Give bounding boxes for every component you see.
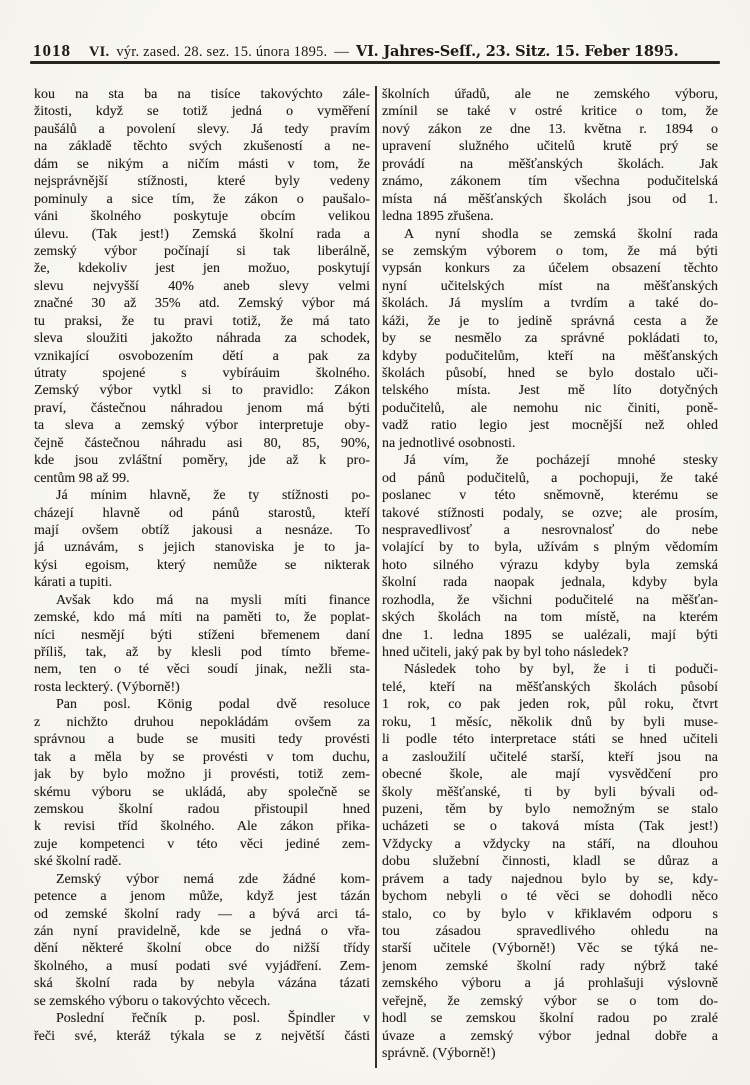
text-line: školách. Já myslím a tvrdím a také do- [382,296,718,312]
text-line: úvaze a zemský výbor jednal dobře a [382,1028,718,1044]
text-line: kdyby podučitelům, kteří na měšťanských [382,348,718,364]
text-line: rozhodla, že všichni podučitelé na měšťan- [382,592,718,608]
text-line: roku, 1 měsíc, několik dnů by byli muse- [382,714,718,730]
left-text-column [34,86,370,1068]
text-line: čejně částečnou náhradu asi 80, 85, 90%, [34,435,370,451]
column-gap [370,86,382,1068]
text-line: Zemský výbor vytkl si to pravidlo: Zákon [34,383,370,399]
text-line: praví, částečnou náhradou jenom má býti [34,400,370,416]
text-line: nespravedlivosť a nesrovnalosť do nebe [382,522,718,538]
text-line: kou na sta ba na tisíce takovýchto zále- [34,87,370,102]
text-line: od pánů podučitelů, a pochopuji, že také [382,470,718,486]
text-line: petence a jenom může, když jest tázán [34,889,370,905]
text-line: vypsán konkurs za účelem obsazení těchto [382,261,718,277]
text-line: úlevu. (Tak jest!) Zemská školní rada a [34,226,370,242]
text-line: podučitelů, ale nemohu nic činiti, poně- [382,400,718,416]
text-line: správnou a bude se musiti tedy provésti [34,732,370,748]
text-line: cházejí hlavně od pánů starostů, kteří [34,505,370,521]
text-line: provádí na měšťanských školách. Jak [382,156,718,172]
text-line: školy měšťanské, ti by byli bývali od- [382,784,718,800]
text-line: zemského výboru a já prohlašuji výslovně [382,976,718,992]
text-line: ucházeti se o taková místa (Tak jest!) [382,819,718,835]
text-line: místa ná měšťanských školách jsou od 1. [382,191,718,207]
text-line: řeči své, kteráž týkala se z největší části [34,1028,370,1044]
text-line: hned učiteli, jaký pak by byl toho následek? [382,645,629,660]
text-line: li podle této interpretace státi se hned učiteli [382,732,718,748]
text-line: starší učitele (Výborně!) Věc se týká ne- [382,941,718,957]
text-line: nyní učitelských míst na měšťanských [382,278,718,294]
text-line: ledna 1895 zřušena. [382,209,494,225]
paragraph [34,487,370,592]
text-line: ských školách na tom místě, na kterém [382,610,718,626]
text-line: kárati a tupiti. [34,575,113,591]
text-line: puzeni, těm by bylo nemožným se stalo [382,801,718,817]
text-line: dám se nikým a ničím másti v tom, že [34,156,370,172]
text-line: upravení služného učitelů krutě prý se [382,139,718,155]
text-line: se zemského výboru o takovýchto věcech. [34,993,271,1009]
column-divider-rule [375,86,377,1068]
text-line: z nichžto druhou nepokládám ovšem za [34,714,370,730]
text-line: k revisi tříd školného. Ale zákon přika- [34,819,370,835]
text-line: ta sleva a zemský výbor interpretuje oby- [34,418,370,434]
text-line: nejsprávnější stížnosti, které byly vedeny [34,174,370,190]
text-line: zuje kompetenci v této věci jediné zem- [34,836,370,852]
text-line: dění některé školní obce do nižší třídy [34,941,370,957]
header-rule [30,61,720,64]
page-number: 1018 [33,41,71,60]
text-line: nem, ten o té věci soudí jinak, nežli sta- [34,662,370,678]
text-line: takové stížnosti podaly, se ozve; ale prosím, [382,505,718,521]
text-line: Pan posl. König podal dvě resoluce [56,697,370,713]
text-line: se zemským výborem o tom, že má býti [382,243,718,259]
text-line: stalo, co by bylo v křiklavém odporu s [382,906,718,922]
text-line: školného, a musí podati své vyjádření. Zem- [34,958,370,974]
text-line: jak by bylo možno ji provésti, totiž zem- [34,767,370,783]
text-line: skému výboru se ukládá, aby společně se [34,784,370,800]
text-line: veřejně, že zemský výbor se o tom do- [382,993,718,1009]
session-title-segment: VI. [89,44,110,60]
text-block [34,86,718,1068]
text-line: obecné škole, ale mají vysvědčení pro [382,767,718,783]
text-line: telského místa. Jest mě líto dotyčných [382,383,718,399]
text-line: správně. (Výborně!) [382,1046,496,1062]
text-line: rosta leckterý. (Výborně!) [34,679,180,695]
text-line: tak a měla by se provésti v tom duchu, [34,749,370,765]
paragraph [34,592,370,697]
paragraph [382,452,718,661]
text-line: že, kdekoliv jest jen možuo, poskytují [34,261,370,277]
text-line: kde jsou zvláštní poměry, jde až k pro- [34,453,370,469]
text-line: níci nesmějí býti stíženi břemenem daní [34,627,370,643]
running-head [33,41,720,61]
text-line: jenom zemské školní rady nýbrž také [382,958,718,974]
text-line: Poslední řečník p. posl. Špindler v [56,1011,370,1027]
text-line: školní rada naopak jednala, kdyby byla [382,575,718,591]
text-line: tu praksi, že tu pravi totiž, že má tato [34,313,370,329]
text-line: dobu služební činnosti, kladl se důraz a [382,854,718,870]
text-line: hoto silného výrazu kdyby byla zemská [382,557,718,573]
text-line: značné 30 až 35% atd. Zemský výbor má [34,296,370,312]
text-line: vadž ratio legio jest mocnější než ohled [382,418,718,434]
text-line: telé, kteří na měšťanských školách působí [382,679,718,695]
text-line: zmínil se také v ostré kritice o tom, že [382,104,718,120]
text-line: na základě těchto svých zkušeností a ne- [34,139,370,155]
text-line: váni školného poskytuje obcím velikou [34,209,370,225]
paragraph [34,1010,370,1045]
paragraph [34,86,370,487]
text-line: Vždycky a vždycky na stáří, na dlouhou [382,836,718,852]
text-line: dne 1. ledna 1895 se ualézali, mají býti [382,627,718,643]
text-line: Avšak kdo má na mysli míti finance [56,592,370,608]
text-line: právem a tady najednou bylo by se, kdy- [382,871,718,887]
text-line: Já vím, že pocházejí mnohé stesky [404,453,718,469]
text-line: kýsi egoism, který nemůže se nikterak [34,557,370,573]
text-line: pominuly a sice tím, že zákon o paušalo- [34,191,370,207]
text-line: poslanec v této sněmovně, kterému se [382,488,718,504]
text-line: Následek toho by byl, že i ti poduči- [404,662,718,678]
text-line: volající by to byla, užívám s plným vědomím [382,540,718,556]
session-title [89,44,685,60]
text-line: zemské, kdo má míti na paměti to, že poplat- [34,610,370,626]
text-line: sleva sloužiti jakožto náhrada za schodek, [34,331,370,347]
text-line: Zemský výbor nemá zde žádné kom- [56,871,370,887]
text-line: hodl se zemskou školní radou po zralé [382,1011,718,1027]
text-line: ské školní radě. [34,854,122,870]
text-line: na jednotlivé osobnosti. [382,435,516,451]
paragraph [382,86,718,226]
text-line: centům 98 až 99. [34,470,130,486]
text-line: zemskou školní radou přistoupil hned [34,801,370,817]
text-line: a zasloužilí učitelé starší, kteří jsou na [382,749,718,765]
text-line: vznikající osvobozením dětí a pak za [34,348,370,364]
text-line: školních úřadů, ale ne zemského výboru, [382,87,718,102]
text-line: příliš, tak, až by klesli pod tímto břeme- [34,645,370,660]
session-title-segment: VI. Jahres-Seſſ., 23. Sitz. 15. Feber 1895. [356,43,679,60]
text-line: Já mínim hlavně, že ty stížnosti po- [56,488,370,504]
text-line: paušálů a povolení slevy. Já tedy pravím [34,121,370,137]
text-line: bychom nebyli o té věci se dohodli něco [382,889,718,905]
text-line: slevu nejvyšší 40% aneb slevy velmi [34,278,370,294]
session-title-segment: — [334,44,350,60]
text-line: by se nesmělo za správné pokládati to, [382,331,718,347]
text-line: zán nyní pravidelně, kde se jedná o vřa- [34,924,370,939]
text-line: od zemské školní rady — a bývá arci tá- [34,906,370,922]
right-text-column [382,86,718,1068]
paragraph [34,871,370,1011]
text-line: útraty spojené s vybíráuim školného. [34,366,370,381]
text-line: 1 rok, co pak jeden rok, půl roku, čtvrt [382,697,718,713]
paragraph [382,661,718,1062]
text-line: nový zákon ze dne 13. května r. 1894 o [382,121,718,137]
paragraph [34,696,370,870]
text-line: tou zásadou spravedlivého ohledu na [382,924,718,939]
text-line: A nyní shodla se zemská školní rada [404,226,718,242]
text-line: známo, zákonem tím všechna podučitelská [382,174,718,190]
paragraph [382,226,718,453]
text-line: žitosti, když se totiž jedná o vyměření [34,104,370,120]
text-line: já uznávám, s jejich stanoviska je to ja- [34,540,370,556]
text-line: školách působí, hned se bylo dostalo uči- [382,366,718,381]
text-line: ská školní rada by nebyla vázána tázati [34,976,370,992]
session-title-segment: výr. zased. 28. sez. 15. února 1895. [116,44,328,60]
text-line: mají ovšem obtíž jakousi a nesnáze. To [34,522,370,538]
text-line: zemský výbor počínají si tak liberálně, [34,243,370,259]
text-line: káži, že je to jedině správná cesta a že [382,313,718,329]
